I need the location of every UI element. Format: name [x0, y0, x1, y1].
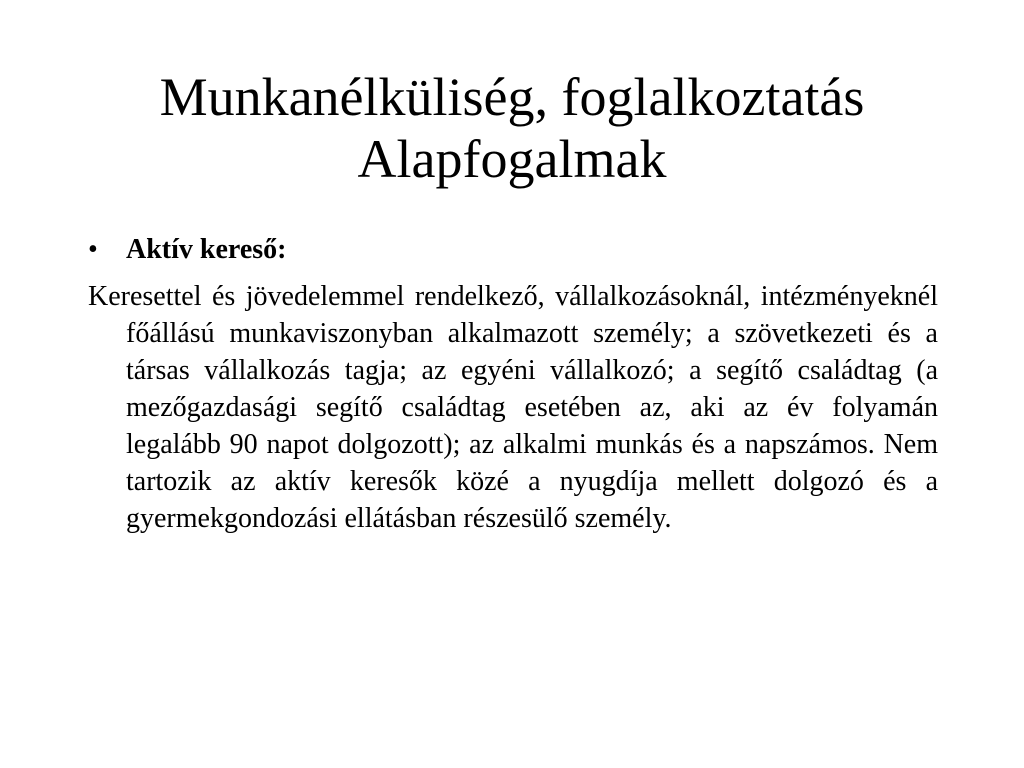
- definition-paragraph: Keresettel és jövedelemmel rendelkező, vállalkozásoknál, intézményeknél főállású munkaviszonyban alkalmazott személy; a szövetkezeti és a társas vállalkozás tagja; az egyéni vállalkozó; a segítő családtag (a mezőgazdasági segítő családtag esetében az, aki az év folyamán legalább 90 napot dolgozott); az alkalmi munkás és a napszámos. Nem tartozik az aktív keresők közé a nyugdíja mellett dolgozó és a gyermekgondozási ellátásban részesülő személy.: [88, 281, 938, 534]
- slide-content: [88, 228, 938, 537]
- title-line-1: Munkanélküliség, foglalkoztatás: [159, 67, 865, 127]
- bullet-icon: •: [88, 234, 98, 265]
- slide-title: [60, 66, 964, 190]
- bullet-heading: Aktív kereső:: [126, 234, 287, 265]
- bullet-item: [88, 228, 938, 272]
- title-line-2: Alapfogalmak: [357, 129, 667, 189]
